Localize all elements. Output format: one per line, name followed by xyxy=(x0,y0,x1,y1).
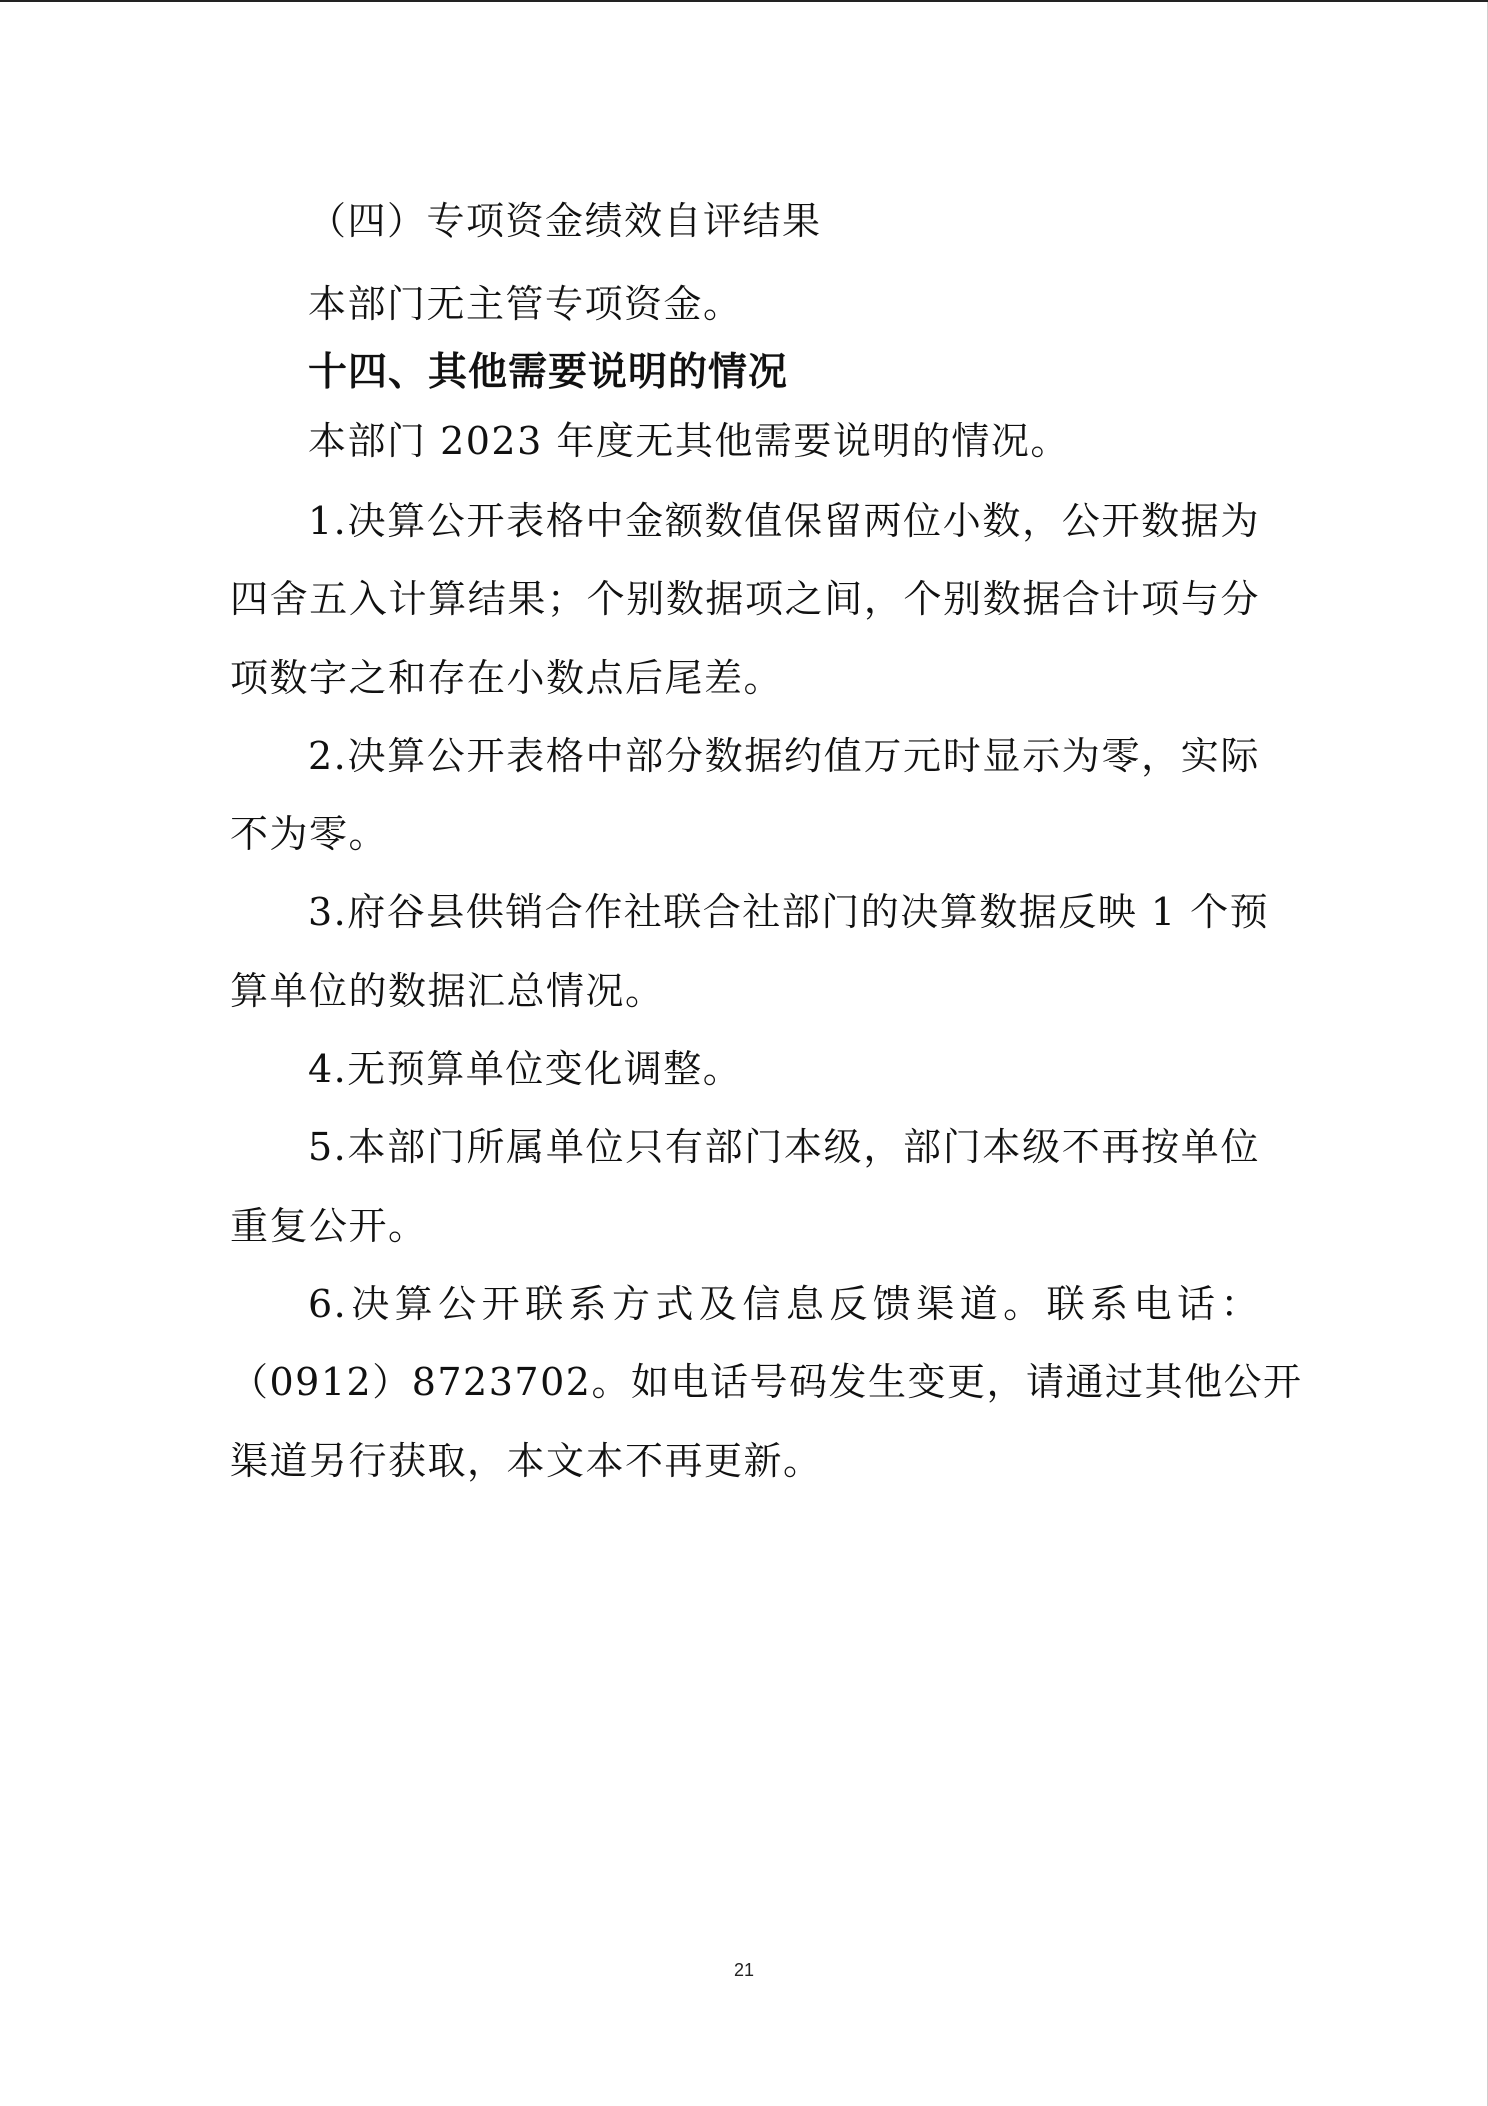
paragraph-line: 算单位的数据汇总情况。 xyxy=(230,969,665,1013)
subsection-heading: （四）专项资金绩效自评结果 xyxy=(308,199,822,243)
paragraph-line: 渠道另行获取，本文本不再更新。 xyxy=(230,1439,823,1483)
paragraph-line: 四舍五入计算结果；个别数据项之间，个别数据合计项与分 xyxy=(230,577,1260,621)
paragraph-line: 3.府谷县供销合作社联合社部门的决算数据反映 1 个预 xyxy=(308,890,1270,934)
paragraph-line: 2.决算公开表格中部分数据约值万元时显示为零，实际 xyxy=(308,734,1260,778)
paragraph-line: 4.无预算单位变化调整。 xyxy=(308,1047,743,1091)
paragraph-line: 6.决算公开联系方式及信息反馈渠道。联系电话： xyxy=(308,1282,1260,1326)
paragraph-line: 项数字之和存在小数点后尾差。 xyxy=(230,656,784,700)
section-heading: 十四、其他需要说明的情况 xyxy=(308,350,789,395)
paragraph-line: 本部门 2023 年度无其他需要说明的情况。 xyxy=(308,419,1070,463)
paragraph-line: 不为零。 xyxy=(230,812,389,856)
paragraph-line: 重复公开。 xyxy=(230,1204,428,1248)
paragraph-line: 1.决算公开表格中金额数值保留两位小数，公开数据为 xyxy=(308,499,1260,543)
paragraph-line: （0912）8723702。如电话号码发生变更，请通过其他公开 xyxy=(230,1360,1303,1404)
paragraph-line: 本部门无主管专项资金。 xyxy=(308,282,743,326)
paragraph-line: 5.本部门所属单位只有部门本级，部门本级不再按单位 xyxy=(308,1125,1260,1169)
page-number: 21 xyxy=(733,1960,755,1980)
